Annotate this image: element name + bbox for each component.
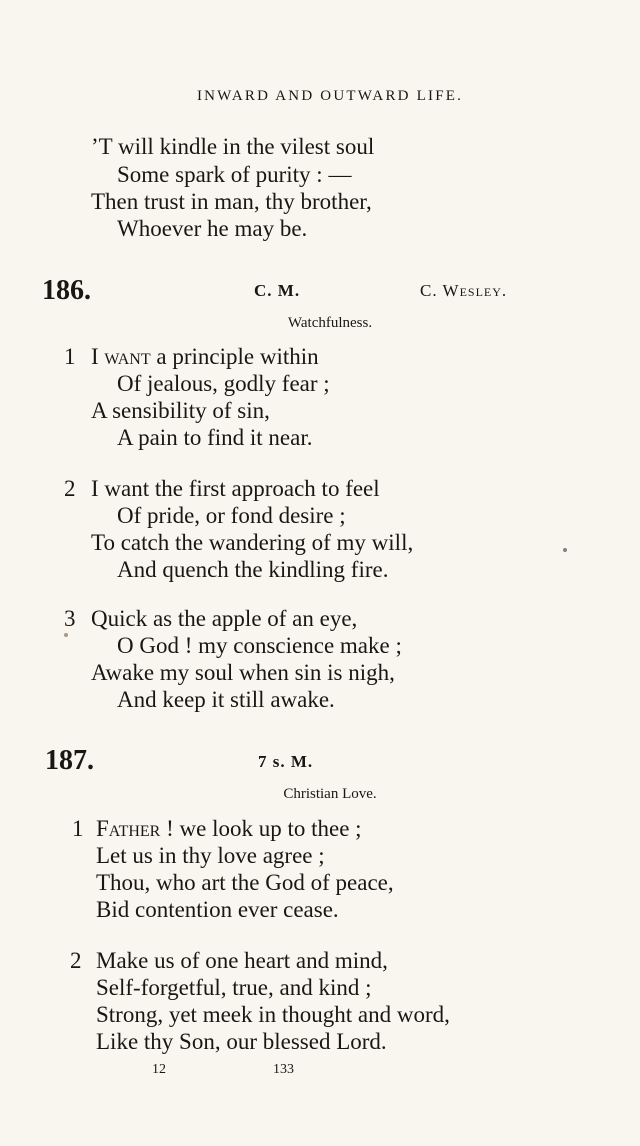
ink-speck (64, 633, 68, 637)
hymn-186-verse-2-line-2: Of pride, or fond desire ; (117, 503, 346, 528)
hymn-186-verse-3-line-2: O God ! my conscience make ; (117, 633, 402, 658)
verse-first-word: I want (91, 344, 151, 369)
hymn-186-verse-2-line-3: To catch the wandering of my will, (91, 530, 414, 555)
hymn-187-number: 187. (45, 745, 94, 776)
hymn-186-meter: C. M. (254, 281, 301, 300)
verse-first-line-rest: a principle within (150, 344, 319, 369)
hymn-186-verse-2-line-4: And quench the kindling fire. (117, 557, 389, 582)
hymn-186-verse-3-line-3: Awake my soul when sin is nigh, (91, 660, 395, 685)
hymn-186-verse-1-line-4: A pain to find it near. (117, 425, 313, 450)
hymn-186-verse-2-line-1: I want the first approach to feel (91, 476, 380, 501)
hymn-187-verse-2-number: 2 (70, 948, 82, 973)
hymn-187-verse-2-line-2: Self-forgetful, true, and kind ; (96, 975, 372, 1000)
hymn-187-verse-1-number: 1 (72, 816, 84, 841)
hymn-186-subject: Watchfulness. (287, 315, 373, 331)
signature-mark: 12 (152, 1062, 166, 1077)
hymn-186-verse-1-line-2: Of jealous, godly fear ; (117, 371, 330, 396)
hymn-187-verse-1-line-4: Bid contention ever cease. (96, 897, 339, 922)
page-number: 133 (273, 1062, 294, 1077)
hymn-186-verse-2-number: 2 (64, 476, 76, 501)
hymn-187-verse-2-line-3: Strong, yet meek in thought and word, (96, 1002, 450, 1027)
running-head: INWARD AND OUTWARD LIFE. (196, 88, 464, 104)
prev-stanza-line-4: Whoever he may be. (117, 216, 308, 241)
hymn-187-meter: 7 s. M. (258, 752, 314, 771)
hymn-186-author: C. Wesley. (420, 281, 508, 300)
verse-first-word: Father (96, 816, 161, 841)
hymn-186-verse-1-line-3: A sensibility of sin, (91, 398, 270, 423)
hymn-186-verse-1-number: 1 (64, 344, 76, 369)
hymn-186-verse-3-line-4: And keep it still awake. (117, 687, 335, 712)
hymn-186-verse-1-line-1 (91, 344, 319, 370)
prev-stanza-line-2: Some spark of purity : — (117, 162, 352, 187)
hymn-187-verse-1-line-1 (96, 816, 362, 842)
prev-stanza-line-1: ’T will kindle in the vilest soul (91, 134, 375, 159)
verse-first-line-rest: ! we look up to thee ; (160, 816, 362, 841)
hymn-187-verse-2-line-1: Make us of one heart and mind, (96, 948, 388, 973)
ink-speck (563, 548, 567, 552)
hymn-187-verse-1-line-2: Let us in thy love agree ; (96, 843, 325, 868)
prev-stanza-line-3: Then trust in man, thy brother, (91, 189, 372, 214)
hymn-186-number: 186. (42, 275, 91, 306)
hymn-187-verse-1-line-3: Thou, who art the God of peace, (96, 870, 394, 895)
hymn-187-subject: Christian Love. (283, 786, 377, 802)
hymn-186-verse-3-line-1: Quick as the apple of an eye, (91, 606, 358, 631)
hymn-186-verse-3-number: 3 (64, 606, 76, 631)
hymn-187-verse-2-line-4: Like thy Son, our blessed Lord. (96, 1029, 387, 1054)
